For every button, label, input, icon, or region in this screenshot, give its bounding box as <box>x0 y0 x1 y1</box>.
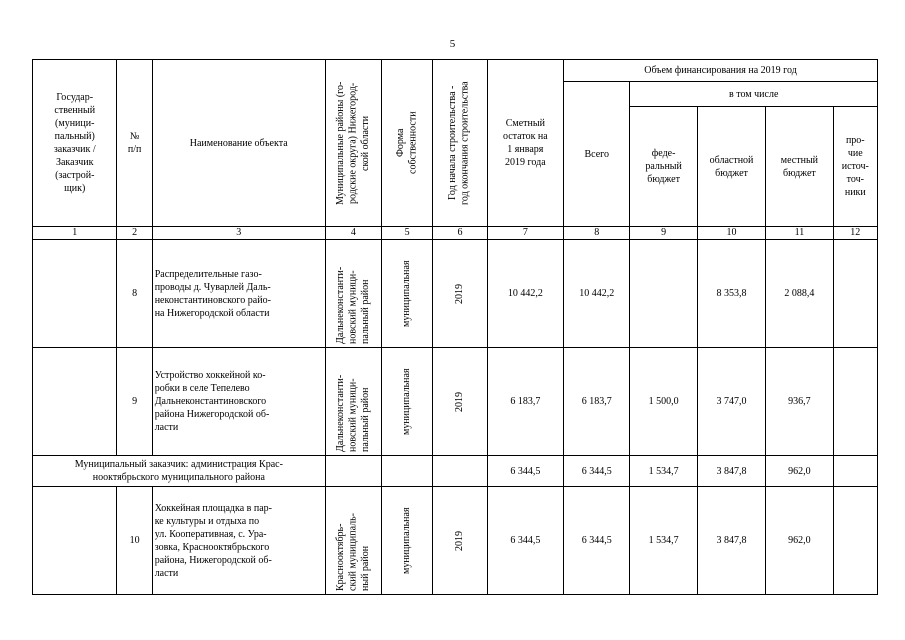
column-number: 8 <box>564 227 630 240</box>
cell-ownership: муниципальная <box>382 240 433 348</box>
cell-other <box>833 240 877 348</box>
cell-number: 10 <box>117 487 152 595</box>
cell-total: 6 344,5 <box>564 487 630 595</box>
cell-customer <box>33 487 117 595</box>
column-number: 5 <box>382 227 433 240</box>
cell-district <box>325 456 381 487</box>
cell-number: 9 <box>117 348 152 456</box>
header-estimate: Сметный остаток на 1 января 2019 года <box>487 60 563 227</box>
cell-federal: 1 500,0 <box>630 348 697 456</box>
cell-other <box>833 348 877 456</box>
cell-regional: 3 847,8 <box>697 487 765 595</box>
cell-total: 6 183,7 <box>564 348 630 456</box>
table-row <box>33 240 878 348</box>
column-number: 12 <box>833 227 877 240</box>
financing-table <box>32 59 878 595</box>
header-districts: Муниципальные районы (го- родские округа) Нижегород- ской области <box>325 60 381 227</box>
header-number: № п/п <box>117 60 152 227</box>
cell-number: 8 <box>117 240 152 348</box>
cell-regional: 3 847,8 <box>697 456 765 487</box>
cell-ownership: муниципальная <box>382 487 433 595</box>
cell-total: 6 344,5 <box>564 456 630 487</box>
header-local: местный бюджет <box>766 107 833 227</box>
cell-object-name: Распределительные газо- проводы д. Чуварлей Даль- неконстантиновского райо- на Нижегородской области <box>152 240 325 348</box>
column-number: 6 <box>433 227 487 240</box>
cell-years: 2019 <box>433 487 487 595</box>
cell-district: Краснооктябрь- ский муниципаль- ный район <box>325 487 381 595</box>
cell-federal <box>630 240 697 348</box>
cell-federal: 1 534,7 <box>630 456 697 487</box>
cell-estimate: 10 442,2 <box>487 240 563 348</box>
cell-years: 2019 <box>433 348 487 456</box>
header-funding: Объем финансирования на 2019 год <box>564 60 878 82</box>
cell-local: 936,7 <box>766 348 833 456</box>
cell-estimate: 6 183,7 <box>487 348 563 456</box>
page-number: 5 <box>449 38 456 50</box>
header-object-name: Наименование объекта <box>152 60 325 227</box>
cell-ownership <box>382 456 433 487</box>
column-number: 1 <box>33 227 117 240</box>
column-numbers-row <box>33 227 878 240</box>
cell-total: 10 442,2 <box>564 240 630 348</box>
column-number: 9 <box>630 227 697 240</box>
table-row <box>33 348 878 456</box>
cell-object-name: Хоккейная площадка в пар- ке культуры и отдыха по ул. Кооперативная, с. Ура- зовка, Краснооктябрьского района, Нижегородской об- ласти <box>152 487 325 595</box>
header-row-1 <box>33 60 878 82</box>
column-number: 7 <box>487 227 563 240</box>
cell-district: Дальнеконстанти- новский муници- пальный район <box>325 240 381 348</box>
cell-other <box>833 487 877 595</box>
header-other: про- чие источ- точ- ники <box>833 107 877 227</box>
cell-object-name: Устройство хоккейной ко- робки в селе Тепелево Дальнеконстантиновского района Нижегородской об- ласти <box>152 348 325 456</box>
cell-customer <box>33 348 117 456</box>
cell-ownership: муниципальная <box>382 348 433 456</box>
customer-label: Муниципальный заказчик: администрация Крас- нооктябрьского муниципального района <box>33 456 326 487</box>
cell-estimate: 6 344,5 <box>487 456 563 487</box>
header-regional: областной бюджет <box>697 107 765 227</box>
cell-local: 962,0 <box>766 487 833 595</box>
cell-customer <box>33 240 117 348</box>
header-total: Всего <box>564 82 630 227</box>
column-number: 10 <box>697 227 765 240</box>
table-row <box>33 487 878 595</box>
cell-estimate: 6 344,5 <box>487 487 563 595</box>
cell-local: 2 088,4 <box>766 240 833 348</box>
cell-regional: 8 353,8 <box>697 240 765 348</box>
column-number: 4 <box>325 227 381 240</box>
header-federal: феде- ральный бюджет <box>630 107 697 227</box>
cell-district: Дальнеконстанти- новский муници- пальный район <box>325 348 381 456</box>
header-including: в том числе <box>630 82 878 107</box>
cell-years <box>433 456 487 487</box>
column-number: 3 <box>152 227 325 240</box>
cell-other <box>833 456 877 487</box>
cell-regional: 3 747,0 <box>697 348 765 456</box>
header-ownership: Форма собственности <box>382 60 433 227</box>
cell-years: 2019 <box>433 240 487 348</box>
header-years: Год начала строительства - год окончания строительства <box>433 60 487 227</box>
cell-federal: 1 534,7 <box>630 487 697 595</box>
header-customer: Государ- ственный (муници- пальный) заказчик / Заказчик (застрой- щик) <box>33 60 117 227</box>
column-number: 2 <box>117 227 152 240</box>
cell-local: 962,0 <box>766 456 833 487</box>
column-number: 11 <box>766 227 833 240</box>
customer-subtotal-row <box>33 456 878 487</box>
